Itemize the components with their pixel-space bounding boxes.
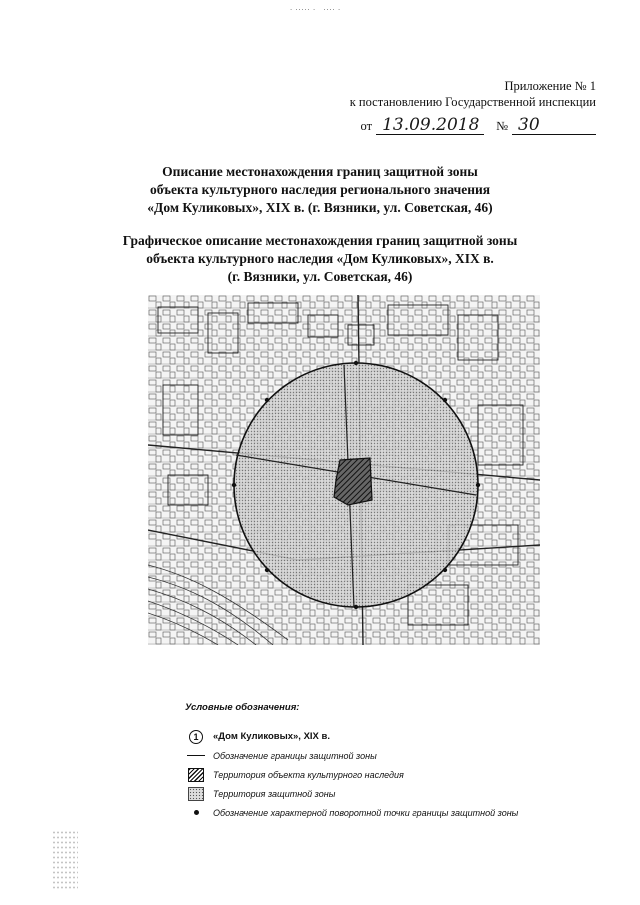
legend-label: Обозначение характерной поворотной точки границы защитной зоны (213, 807, 519, 818)
graphic-description-title (60, 232, 580, 286)
scan-artifact (52, 830, 78, 890)
date-prefix: от (360, 119, 373, 133)
legend-item-object-territory (185, 765, 585, 784)
heritage-object-territory (334, 458, 372, 505)
decree-date-number (361, 116, 597, 135)
appendix-line-2: к постановлению Государственной инспекции (349, 95, 596, 109)
legend-label: Территория объекта культурного наследия (213, 769, 404, 780)
legend-item-zone-territory (185, 784, 585, 803)
subtitle-line-1: Графическое описание местонахождения границ защитной зоны (122, 233, 518, 248)
scan-artifact: ˙ ˙˙˙˙˙ ˙ ˙˙˙˙ ˙ (290, 8, 341, 18)
appendix-header (350, 78, 596, 110)
map-legend (185, 702, 585, 822)
decree-date: 13.09.2018 (376, 116, 484, 135)
subtitle-line-2: объекта культурного наследия «Дом Куликовых», XIX в. (146, 251, 494, 266)
legend-title: Условные обозначения: (185, 702, 300, 713)
title-line-1: Описание местонахождения границ защитной зоны (162, 164, 478, 179)
circled-number-icon (185, 730, 207, 744)
boundary-line-icon (185, 749, 207, 763)
point-marker-icon (185, 806, 207, 820)
object-number: 1 (189, 730, 203, 744)
number-prefix: № (496, 119, 508, 133)
legend-label: Обозначение границы защитной зоны (213, 750, 377, 761)
subtitle-line-3: (г. Вязники, ул. Советская, 46) (227, 269, 413, 284)
protection-zone-map (148, 295, 540, 645)
dotted-area-icon (185, 787, 207, 801)
title-line-3: «Дом Куликовых», XIX в. (г. Вязники, ул. Советская, 46) (147, 200, 493, 215)
legend-item-turning-point (185, 803, 585, 822)
legend-item-zone-boundary (185, 746, 585, 765)
decree-number: 30 (512, 116, 596, 135)
appendix-line-1: Приложение № 1 (504, 79, 596, 93)
legend-label: «Дом Куликовых», XIX в. (213, 731, 331, 742)
legend-item-heritage-object (185, 727, 585, 746)
legend-label: Территория защитной зоны (213, 788, 336, 799)
document-title (60, 163, 580, 217)
title-line-2: объекта культурного наследия регионального значения (149, 182, 491, 197)
hatched-area-icon (185, 768, 207, 782)
